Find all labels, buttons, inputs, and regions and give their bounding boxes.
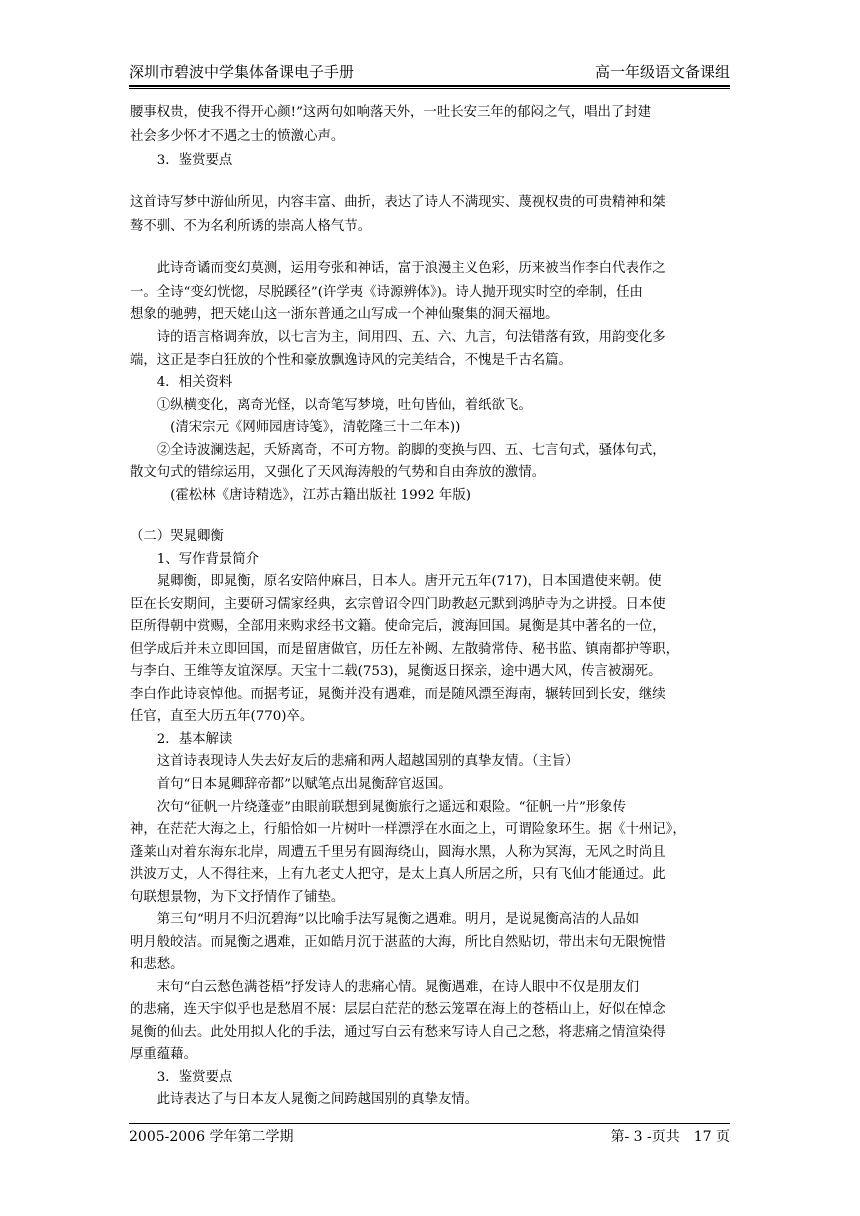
footer-page-number: 第- 3 -页共 17 页 [610, 1129, 730, 1145]
text-line: 厚重蕴藉。 [130, 1047, 197, 1062]
header-school-title: 深圳市碧波中学集体备课电子手册 [129, 63, 355, 81]
text-line: 句联想景物，为下文抒情作了铺垫。 [130, 890, 345, 905]
section-heading: 3．鉴赏要点 [130, 153, 233, 168]
text-line: 这首诗写梦中游仙所见，内容丰富、曲折，表达了诗人不满现实、蔑视权贵的可贵精神和桀 [130, 195, 666, 210]
text-line: 社会多少怀才不遇之士的愤激心声。 [130, 129, 345, 144]
page-header [129, 62, 730, 86]
text-line: 端，这正是李白狂放的个性和豪放飘逸诗风的完美结合，不愧是千古名篇。 [130, 353, 572, 368]
text-line: ②全诗波澜迭起，夭矫离奇，不可方物。韵脚的变换与四、五、七言句式，骚体句式， [130, 443, 666, 458]
text-line: 散文句式的错综运用，又强化了天风海涛般的气势和自由奔放的激情。 [130, 465, 546, 480]
text-line: 一。全诗“变幻恍惚，尽脱蹊径”(许学夷《诗源辨体》)。诗人抛开现实时空的牵制，任由 [130, 285, 643, 300]
footer-semester: 2005-2006 学年第二学期 [129, 1129, 294, 1145]
citation-line: (清宋宗元《网师园唐诗笺》，清乾隆三十二年本)) [130, 420, 461, 435]
text-line: 臣所得朝中赏赐，全部用来购求经书文籍。使命完后，渡海回国。晁衡是其中著名的一位， [130, 619, 666, 634]
text-line: 但学成后并未立即回国，而是留唐做官，历任左补阙、左散骑常侍、秘书监、镇南都护等职， [130, 642, 680, 657]
text-line: 晁卿衡，即晁衡，原名安陪仲麻吕，日本人。唐开元五年(717)，日本国遣使来朝。使 [130, 574, 662, 589]
header-divider [129, 85, 730, 89]
section-heading: 2．基本解读 [130, 732, 233, 747]
text-line: 次句“征帆一片绕蓬壶”由眼前联想到晁衡旅行之遥远和艰险。“征帆一片”形象传 [130, 800, 627, 815]
text-line: 臣在长安期间，主要研习儒家经典，玄宗曾诏令四门助教赵元默到鸿胪寺为之讲授。日本使 [130, 597, 666, 612]
text-line: 洪波万丈，人不得往来，上有九老丈人把守，是太上真人所居之所，只有飞仙才能通过。此 [130, 867, 666, 882]
section-heading: 4．相关资料 [130, 375, 233, 390]
section-heading: （二）哭晁卿衡 [130, 529, 224, 544]
text-line: 和悲愁。 [130, 957, 184, 972]
text-line: 诗的语言格调奔放，以七言为主，间用四、五、六、九言，句法错落有致，用韵变化多 [130, 330, 666, 345]
text-line: 晁衡的仙去。此处用拟人化的手法，通过写白云有愁来写诗人自己之愁，将悲痛之情渲染得 [130, 1025, 666, 1040]
text-line: 的悲痛，连天宇似乎也是愁眉不展：层层白茫茫的愁云笼罩在海上的苍梧山上，好似在悼念 [130, 1002, 666, 1017]
text-line: 神，在茫茫大海之上，行船恰如一片树叶一样漂浮在水面之上，可谓险象环生。据《十州记》， [130, 822, 686, 837]
section-heading: 3．鉴赏要点 [130, 1070, 233, 1085]
text-line: 蓬莱山对着东海东北岸，周遭五千里另有圆海绕山，圆海水黑，人称为冥海，无风之时尚且 [130, 845, 666, 860]
text-line: 与李白、王维等友谊深厚。天宝十二载(753)，晁衡返日探亲，途中遇大风，传言被溺死。 [130, 664, 662, 679]
section-heading: 1、写作背景简介 [130, 552, 260, 567]
text-line: 李白作此诗哀悼他。而据考证，晁衡并没有遇难，而是随风漂至海南，辗转回到长安，继续 [130, 687, 666, 702]
text-line: 首句“日本晁卿辞帝都”以赋笔点出晁衡辞官返国。 [130, 777, 452, 792]
text-line: 想象的驰骋，把天姥山这一浙东普通之山写成一个神仙聚集的洞天福地。 [130, 307, 559, 322]
text-line: 这首诗表现诗人失去好友后的悲痛和两人超越国别的真挚友情。（主旨） [130, 754, 579, 769]
citation-line: (霍松林《唐诗精选》，江苏古籍出版社 1992 年版) [130, 488, 471, 503]
text-line: 腰事权贵，使我不得开心颜!”这两句如响落天外，一吐长安三年的郁闷之气，唱出了封建 [130, 105, 652, 120]
text-line: 明月般皎洁。而晁衡之遇难，正如皓月沉于湛蓝的大海，所比自然贴切，带出末句无限惋惜 [130, 935, 666, 950]
text-line: ①纵横变化，离奇光怪，以奇笔写梦境，吐句皆仙，着纸欲飞。 [130, 398, 532, 413]
footer-divider [129, 1123, 730, 1124]
text-line: 任官，直至大历五年(770)卒。 [130, 709, 314, 724]
text-line: 此诗奇谲而变幻莫测，运用夸张和神话，富于浪漫主义色彩，历来被当作李白代表作之 [130, 261, 666, 276]
page-footer [129, 1127, 730, 1149]
header-group-title: 高一年级语文备课组 [594, 63, 730, 81]
text-line: 此诗表达了与日本友人晁衡之间跨越国别的真挚友情。 [130, 1092, 479, 1107]
text-line: 第三句“明月不归沉碧海”以比喻手法写晁衡之遇难。明月，是说晁衡高洁的人品如 [130, 912, 640, 927]
text-line: 骜不驯、不为名利所诱的崇高人格气节。 [130, 219, 372, 234]
text-line: 末句“白云愁色满苍梧”抒发诗人的悲痛心情。晁衡遇难，在诗人眼中不仅是朋友们 [130, 980, 640, 995]
